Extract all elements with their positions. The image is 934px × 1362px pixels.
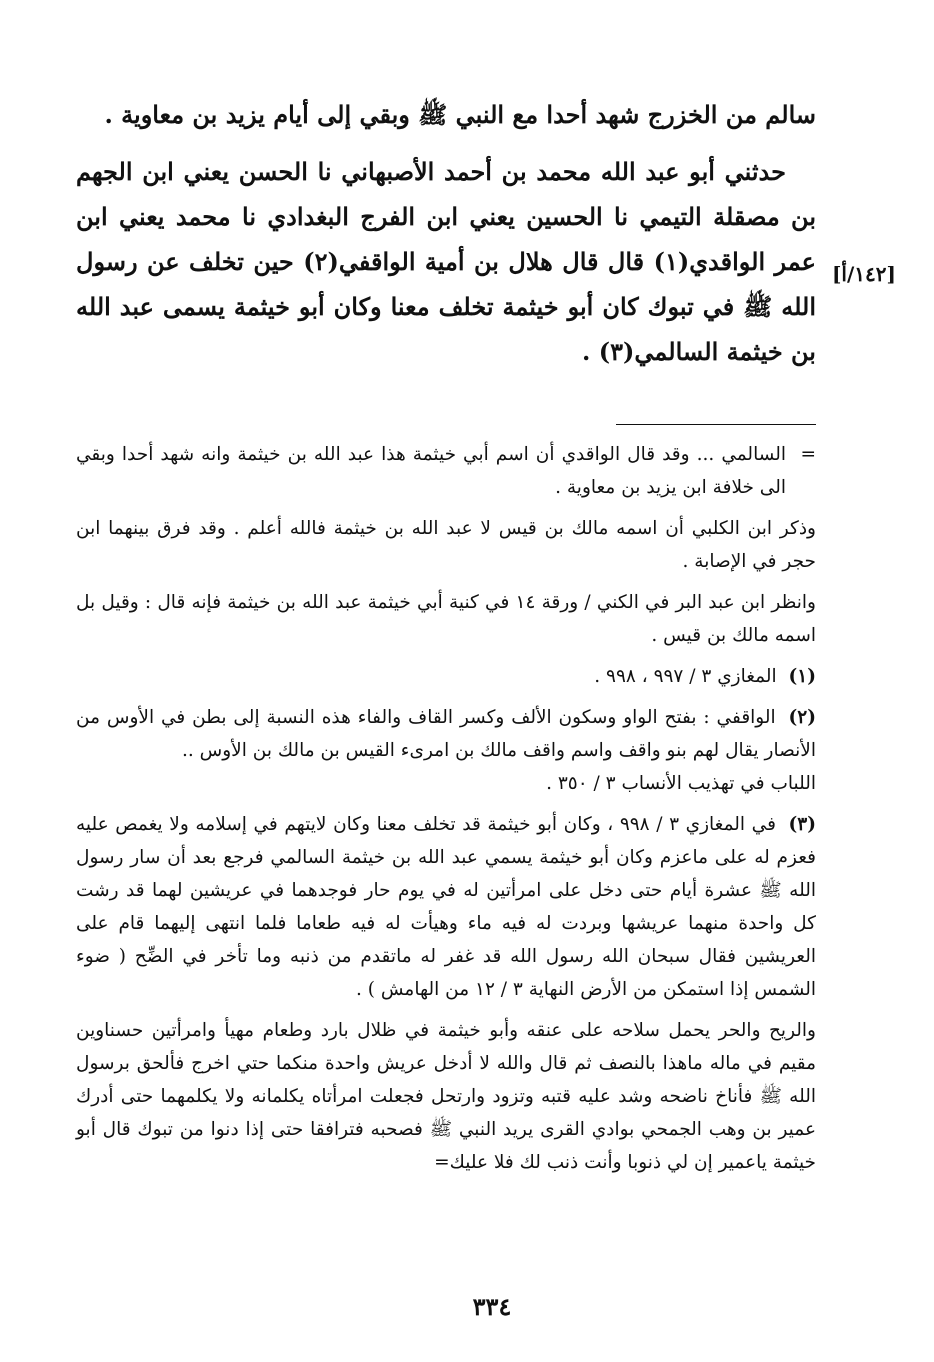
footnote-continuation-2: وذكر ابن الكلبي أن اسمه مالك بن قيس لا عبد الله بن خيثمة فالله أعلم . وقد فرق بينهما ابن حجر في الإصابة . xyxy=(76,518,816,572)
footnote-1 xyxy=(76,660,816,693)
footnote-1-text: المغازي ٣ / ٩٩٧ ، ٩٩٨ . xyxy=(594,666,777,687)
footnote-2-number: (٢) xyxy=(788,707,816,728)
narration-paragraph: حدثني أبو عبد الله محمد بن أحمد الأصبهاني نا الحسن يعني ابن الجهم بن مصقلة التيمي نا الحسين يعني ابن الفرج البغدادي نا محمد يعني ابن عمر الواقدي(١) قال قال هلال بن أمية الواقفي(٢) حين تخلف عن رسول الله ﷺ في تبوك كان أبو خيثمة تخلف معنا وكان أبو خيثمة يسمى عبد الله بن خيثمة السالمي(٣) . xyxy=(76,157,816,366)
main-text xyxy=(76,92,816,388)
manuscript-folio-reference: [١٤٢/أ] xyxy=(831,262,896,286)
page-number: ٣٣٤ xyxy=(472,1292,512,1321)
footnote-2-text: الواقفي : بفتح الواو وسكون الألف وكسر القاف والفاء هذه النسبة إلى بطن في الأوس من الأنصار يقال لهم بنو واقف واسم واقف مالك بن امرىء القيس بن مالك بن الأوس .. xyxy=(76,707,816,761)
footnote-3-text: في المغازي ٣ / ٩٩٨ ، وكان أبو خيثمة قد تخلف معنا وكان لايتهم في إسلامه ولا يغمص عليه فعزم له على ماعزم وكان أبو خيثمة يسمي عبد الله بن خيثمة السالمي فرجع بعد أن سار رسول الله ﷺ عشرة أيام حتى دخل على امرأتين له في يوم حار فوجدهما في عريشين لهما قد رشت كل واحدة منهما عريشها وبردت له فيه ماء وهيأت له فيه طعاما فلما انتهى إليهما قام على العريشين فقال سبحان الله رسول الله قد غفر له ماتقدم من ذنبه وما تأخر في الضِّح ( ضوء الشمس إذا استمكن من الأرض النهاية ٣ / ١٢ من الهامش ) . xyxy=(76,814,816,1000)
continuation-marker: = xyxy=(800,444,816,465)
footnote-separator xyxy=(616,424,816,425)
footnote-2 xyxy=(76,701,816,800)
footnote-continuation-1-text: السالمي ... وقد قال الواقدي أن اسم أبي خيثمة هذا عبد الله بن خيثمة وانه شهد أحدا وبقي الى خلافة ابن يزيد بن معاوية . xyxy=(76,444,786,498)
main-line-1: سالم من الخزرج شهد أحدا مع النبي ﷺ وبقي إلى أيام يزيد بن معاوية . xyxy=(104,100,816,129)
footnote-1-number: (١) xyxy=(788,666,816,687)
footnote-3-continuation: والريح والحر يحمل سلاحه على عنقه وأبو خيثمة في ظلال بارد وطعام مهيأ وامرأتين حسناوين مقيم في ماله ماهذا بالنصف ثم قال والله لا أدخل عريش واحدة منكما حتي اخرج فألحق برسول الله ﷺ فأناخ ناضحه وشد عليه قتبه وتزود وارتحل فجعلت امرأتاه يكلمانه ولا يكلمهما حتى أدرك عمير بن وهب الجمحي بوادي القرى يريد النبي ﷺ فصحبه فترافقا حتى إذا دنوا من تبوك قال أبو خيثمة ياعمير إن لي ذنوبا وأنت ذنب لك فلا عليك= xyxy=(76,1020,816,1173)
footnote-continuation-3: وانظر ابن عبد البر في الكني / ورقة ١٤ في كنية أبي خيثمة عبد الله بن خيثمة فإنه قال : وقيل بل اسمه مالك بن قيس . xyxy=(76,592,816,646)
footnote-continuation-1 xyxy=(76,438,816,504)
footnote-3-number: (٣) xyxy=(788,814,816,835)
footnote-3 xyxy=(76,808,816,1006)
footnote-2-source: اللباب في تهذيب الأنساب ٣ / ٣٥٠ . xyxy=(546,773,816,794)
footnotes xyxy=(76,438,816,1187)
